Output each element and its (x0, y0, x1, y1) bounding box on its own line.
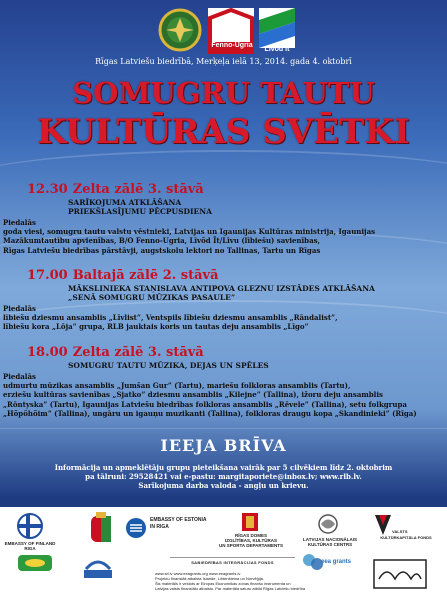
vkkf-logo-icon (373, 513, 393, 537)
divider (0, 428, 447, 429)
finland-embassy-label: EMBASSY OF FINLAND RIGA (4, 541, 56, 551)
participants-label: Piedalās (3, 304, 36, 313)
title-line-2: KULTŪRAS SVĒTKI (37, 112, 410, 152)
top-logos (0, 6, 447, 64)
event-title: MĀKSLINIEKA STAŅISLAVA ANTIPOVA GLEZNU IZSTĀDES ATKLĀŠANA (68, 284, 375, 293)
eea-grants-label: eea grants (321, 559, 352, 565)
green-logo-icon (18, 555, 52, 571)
title-line-1: SOMUGRU TAUTU (72, 76, 375, 110)
estonia-embassy-label-2: IN RIGA (150, 524, 169, 530)
place: Zelta zālē 3. stāvā (72, 182, 204, 197)
folk-ensemble-logo-icon (373, 559, 427, 589)
riga-city-crest-icon (239, 511, 261, 533)
time-place (27, 345, 209, 360)
participants-text (3, 227, 443, 255)
fine-print-line: Šis materiāls ir veidots ar Eiropas Ekonomikas zonas finanšu instrumenta un (155, 581, 291, 586)
place: Baltajā zālē 2. stāvā (72, 268, 219, 283)
fine-print (155, 571, 315, 591)
riga-line: RĪGAS DOMES (234, 533, 267, 538)
livod-it-logo-icon (259, 8, 295, 48)
participants-text (3, 381, 443, 418)
lnkc-label (295, 537, 365, 547)
info-line: Informācija un apmeklētāju grupu pieteikšana vairāk par 5 cilvēkiem līdz 2. oktobrim (54, 463, 393, 472)
time-place (27, 182, 209, 197)
participants-label: Piedalās (3, 372, 36, 381)
event-subtitle: „SENĀ SOMUGRU MŪZIKAS PASAULE” (68, 293, 236, 302)
participants-line: lībiešu dziesmu ansamblis „Līvlist”, Ventspils lībiešu dziesmu ansamblis „Rāndalist”, (3, 313, 338, 322)
free-entry-heading: IEEJA BRĪVA (160, 436, 287, 455)
vkkf-line-1: VALSTS (392, 529, 408, 534)
fine-print-line: Projektu finansiāli atbalsta Islande, Lihtenšteina un Norvēģija. (155, 576, 264, 581)
lnkc-line: LATVIJAS NACIONĀLAIS (303, 537, 357, 542)
participants-label: Piedalās (3, 218, 36, 227)
riga-department-label (218, 533, 284, 548)
time: 12.30 (27, 182, 68, 197)
zakumuiza-logo-icon (82, 553, 114, 579)
fenno-ugria-label: Fenno-Ugria (211, 42, 253, 49)
time: 18.00 (27, 345, 68, 360)
estonia-embassy-logo-icon (125, 517, 147, 539)
participants-line: udmurtu mūzikas ansamblis „Jumšan Gur” (Tartu), mariešu folkloras ansamblis (Tartu), (3, 381, 351, 390)
finland-embassy-logo-icon (10, 513, 50, 539)
sif-label: SABIEDRĪBAS INTEGRĀCIJAS FONDS (170, 557, 295, 565)
lnkc-line: KULTŪRAS CENTRS (307, 542, 353, 547)
fine-print-line: www.sif.lv www.eeagrants.org www.eeagrants.lv (155, 571, 241, 576)
riga-line: IZGLĪTĪBAS, KULTŪRAS (225, 538, 277, 543)
estonia-embassy-label-1: EMBASSY OF ESTONIA (150, 517, 207, 523)
livod-it-label: Līvõd Īt (264, 46, 290, 53)
participants-line: „Rōntyska” (Tartu), Igaunijas Latviešu biedrības folkloras ansamblis „Rēvele” (Tallina), setu folkgrupa (3, 399, 407, 409)
info-line: pa tālruni: 29528421 vai e-pastu: margitaporiete@inbox.lv; www.rlb.lv. (85, 472, 362, 481)
place: Zelta zālē 3. stāvā (72, 345, 204, 360)
latvian-society-emblem-icon (158, 6, 202, 54)
venue-line: Rīgas Latviešu biedrībā, Merķeļa ielā 13, 2014. gada 4. oktobrī (95, 57, 352, 66)
info-block (0, 463, 447, 490)
participants-line: lībiešu kora „Lōja” grupa, RLB jauktais koris un tautas deju ansamblis „Līgo” (3, 322, 309, 332)
participants-line: goda viesi, somugru tautu valstu vēstnieki, Latvijas un Igaunijas Kultūras ministrija, Igaunijas (3, 227, 376, 236)
participants-line: erziešu kultūras savienības „Sjatko” dziesmu ansamblis „Kilejne” (Tallina), ižoru deju ansamblis (3, 390, 383, 400)
vkkf-line-2: KULTŪRKAPITĀLA FONDS (380, 535, 432, 540)
participants-line: Rīgas Latviešu biedrības pārstāvji, augstskolu lektori no Tallinas, Tartu un Rīgas (3, 245, 321, 255)
time-place (27, 268, 224, 283)
event-subtitle: PRIEKŠLASĪJUMU PĒCPUSDIENA (68, 207, 212, 216)
lnkc-logo-icon (313, 513, 343, 535)
participants-line: „Hõpõhõim” (Tallina), ungāru un igauņu muzikanti (Tallina), folkloras draugu kopa „Skandinieki” (Rīga) (3, 408, 417, 418)
event-title: SARĪKOJUMA ATKLĀŠANA (68, 198, 182, 207)
riga-line: UN SPORTA DEPARTAMENTS (218, 543, 284, 548)
time: 17.00 (27, 268, 68, 283)
sponsors-panel (0, 507, 447, 600)
info-line: Sarīkojuma darba valoda - angļu un krievu. (138, 481, 309, 490)
hungary-crest-icon (88, 512, 114, 546)
participants-text (3, 313, 443, 332)
participants-line: Mazākumtautību apvienības, B/O Fenno-Ugria, Līvõd Īt/Līvu (lībiešu) savienības, (3, 236, 320, 246)
event-title: SOMUGRU TAUTU MŪZIKA, DEJAS UN SPĒLES (68, 361, 269, 370)
fine-print-line: Latvijas valsts finansiālu atbalstu. Par materiāla saturu atbild Rīgas Latviešu biedrība (155, 586, 306, 591)
